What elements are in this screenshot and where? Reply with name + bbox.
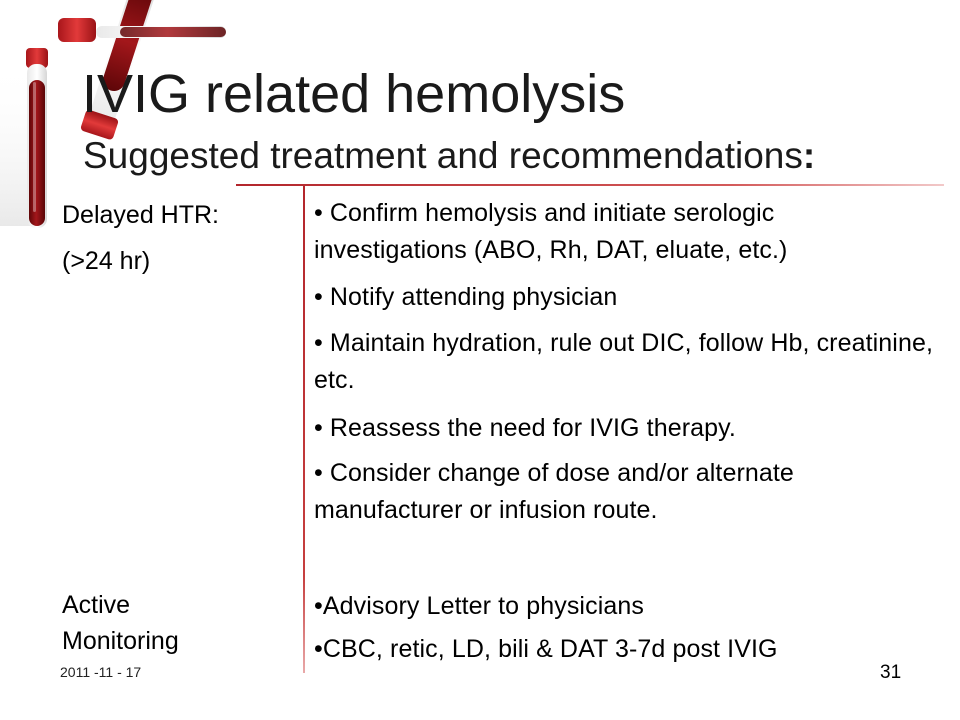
row-label-delayed-htr	[62, 196, 297, 280]
row-label-line: Monitoring	[62, 627, 179, 655]
bullet-item: • Reassess the need for IVIG therapy.	[314, 414, 736, 442]
subtitle-text: Suggested treatment and recommendations	[83, 135, 803, 176]
header-divider	[236, 184, 944, 186]
bullet-item: •Advisory Letter to physicians	[314, 592, 644, 620]
row-label-active-monitoring	[62, 587, 297, 659]
footer-date: 2011 -11 - 17	[60, 664, 142, 680]
bullet-item: • Notify attending physician	[314, 283, 618, 311]
bullet-item: • Maintain hydration, rule out DIC, follow Hb, creatinine, etc.	[314, 329, 934, 394]
page-number: 31	[880, 662, 902, 683]
slide-title: IVIG related hemolysis	[82, 64, 626, 124]
row-label-line: Active	[62, 591, 131, 619]
bullet-item: • Consider change of dose and/or alternate manufacturer or infusion route.	[314, 459, 794, 524]
slide-subtitle	[83, 132, 815, 180]
subtitle-colon: :	[802, 135, 816, 176]
row-label-line: Delayed HTR:	[62, 201, 219, 229]
bullet-item: • Confirm hemolysis and initiate serologic investigations (ABO, Rh, DAT, eluate, etc.)	[314, 199, 788, 264]
column-divider	[303, 186, 305, 673]
row-label-line: (>24 hr)	[62, 247, 151, 275]
bullet-item: •CBC, retic, LD, bili & DAT 3-7d post IVIG	[314, 635, 778, 663]
